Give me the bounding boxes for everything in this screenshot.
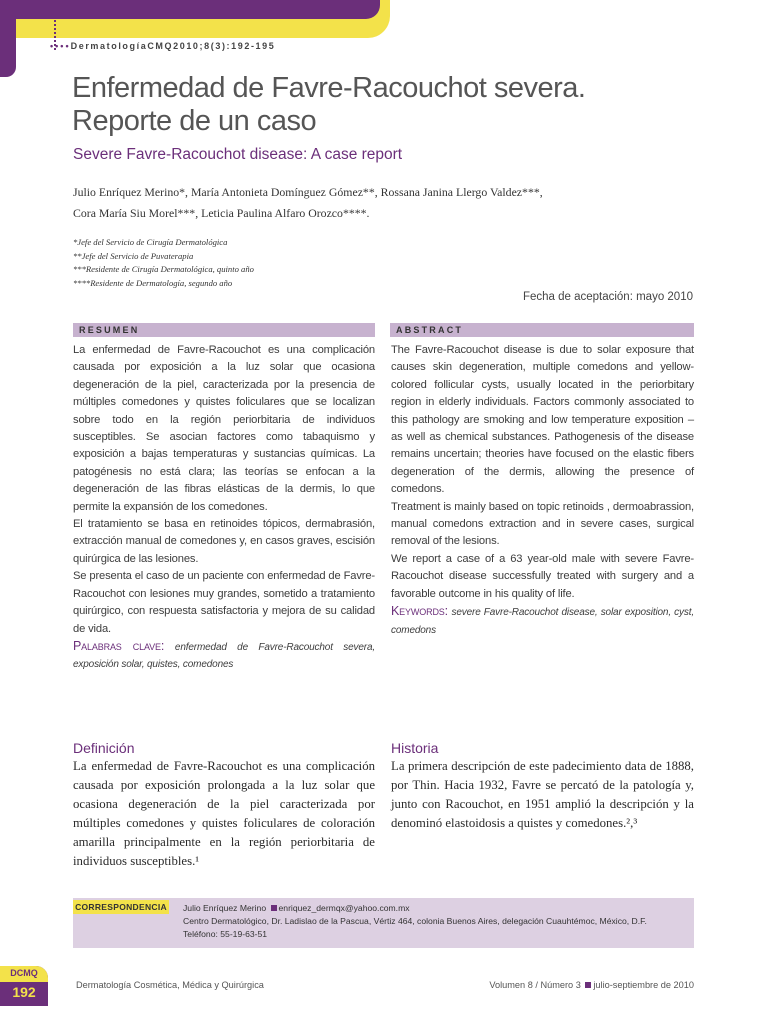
square-bullet-icon — [585, 982, 591, 988]
title-line-1: Enfermedad de Favre-Racouchot severa. — [72, 72, 586, 104]
resumen-body — [73, 342, 375, 674]
article-subtitle: Severe Favre-Racouchot disease: A case report — [73, 146, 403, 163]
keywords-label: Keywords: — [391, 604, 448, 619]
correspondence-label: CORRESPONDENCIA — [73, 900, 169, 914]
footer-badge-label: DCMQ — [10, 968, 38, 978]
square-bullet-icon — [271, 905, 277, 911]
correspondence-phone: Teléfono: 55-19-63-51 — [183, 929, 268, 939]
abstract-paragraph: The Favre-Racouchot disease is due to solar exposure that causes skin degeneration, multiple comedons and yellow-colored follicular cysts, usually located in the periorbitary region in elderly individuals. Factors commonly associated to this pathology are smoking and low temperature exposition –as well as chemical substances. Pathogenesis of the disease remains uncertain; theories have focused on the elastic fibers degeneration of the dermis, allowing the presence of comedons. — [391, 344, 694, 496]
keywords-label: Palabras clave: — [73, 638, 165, 653]
footer-journal-name: Dermatología Cosmética, Médica y Quirúrgica — [76, 980, 264, 990]
correspondence-box — [73, 898, 694, 948]
header-left-tab — [0, 19, 16, 77]
abstract-paragraph: Treatment is mainly based on topic retinoids , dermoabrassion, manual comedons extraction and in severe cases, surgical removal of the lesions. — [391, 500, 694, 548]
author-list — [73, 182, 713, 224]
keywords-text: enfermedad de Favre-Racouchot severa, exposición solar, quistes, comedones — [73, 641, 375, 671]
resumen-paragraph: El tratamiento se basa en retinoides tópicos, dermabrasión, extracción manual de comedones y, en casos graves, escisión quirúrgica de las lesiones. — [73, 518, 375, 565]
acceptance-date: Fecha de aceptación: mayo 2010 — [522, 291, 693, 303]
header-purple-band — [0, 0, 380, 19]
historia-text: La primera descripción de este padecimiento data de 1888, por Thin. Hacia 1932, Favre se percató de la patología y, junto con Racouchot, en 1951 amplió la descripción y la denominó elastoidosis a quistes y comedones.²,³ — [391, 759, 694, 830]
resumen-header: RESUMEN — [73, 323, 375, 337]
correspondence-email[interactable]: enriquez_dermqx@yahoo.com.mx — [278, 903, 410, 913]
correspondence-address: Centro Dermatológico, Dr. Ladislao de la Pascua, Vértiz 464, colonia Buenos Aires, delegación Cuauhtémoc, México, D.F. — [183, 916, 647, 926]
footer-issue — [489, 980, 694, 990]
correspondence-name: Julio Enríquez Merino — [183, 903, 267, 913]
page-number: 192 — [12, 984, 36, 1000]
dots-icon: •••• — [50, 41, 71, 51]
historia-heading: Historia — [391, 740, 439, 756]
correspondence-contact — [183, 902, 647, 915]
affiliation-item: **Jefe del Servicio de Puvaterapia — [73, 250, 194, 261]
abstract-body — [391, 342, 694, 639]
journal-reference: ••••DermatologíaCMQ2010;8(3):192-195 — [50, 41, 276, 51]
affiliation-item: ***Residente de Cirugía Dermatológica, quinto año — [73, 264, 254, 274]
footer-volume: Volumen 8 / Número 3 — [489, 980, 581, 990]
keywords-text: severe Favre-Racouchot disease, solar exposition, cyst, comedons — [391, 607, 694, 636]
correspondence-text — [183, 902, 647, 941]
article-title — [72, 72, 692, 138]
resumen-paragraph: Se presenta el caso de un paciente con enfermedad de Favre-Racouchot con lesiones muy grandes, sometido a tratamiento quirúrgico, con respuesta satisfactoria y mejora de su calidad de vida. — [73, 570, 375, 635]
affiliations — [73, 236, 254, 290]
footer-period: julio-septiembre de 2010 — [593, 980, 694, 990]
title-line-2: Reporte de un caso — [72, 105, 317, 137]
affiliation-item: *Jefe del Servicio de Cirugía Dermatológica — [73, 237, 228, 247]
authors-line-1: Julio Enríquez Merino*, María Antonieta Domínguez Gómez**, Rossana Janina Llergo Valdez***, — [73, 185, 543, 199]
abstract-header: ABSTRACT — [390, 323, 694, 337]
abstract-paragraph: We report a case of a 63 year-old male with severe Favre-Racouchot disease successfully treated with surgery and a favorable outcome in his quality of life. — [391, 552, 694, 600]
abstract-keywords — [391, 603, 694, 639]
definicion-heading: Definición — [73, 740, 135, 756]
definicion-text: La enfermedad de Favre-Racouchot es una complicación causada por exposición prolongada a la luz solar que ocasiona degeneración de la piel caracterizada por múltiples comedones y quistes foliculares de coloración amarilla principalmente en la región periorbitaria de individuos susceptibles.¹ — [73, 759, 375, 868]
authors-line-2: Cora María Siu Morel***, Leticia Paulina Alfaro Orozco****. — [73, 206, 370, 220]
resumen-keywords — [73, 638, 375, 674]
affiliation-item: ****Residente de Dermatología, segundo año — [73, 277, 233, 288]
resumen-paragraph: La enfermedad de Favre-Racouchot es una complicación causada por exposición a la luz solar que ocasiona degeneración de la piel, caracterizada por la presencia de múltiples comedones y quistes foliculares que se localizan sobre todo en la región periorbitaria de individuos susceptibles. Se asocian factores como tabaquismo y exposición a bajas temperaturas y sustancias químicas. La patogénesis no está clara; las teorías se enfocan a la degeneración de las fibras elásticas de la dermis, lo que permite la expansión de los comedones. — [73, 344, 375, 513]
